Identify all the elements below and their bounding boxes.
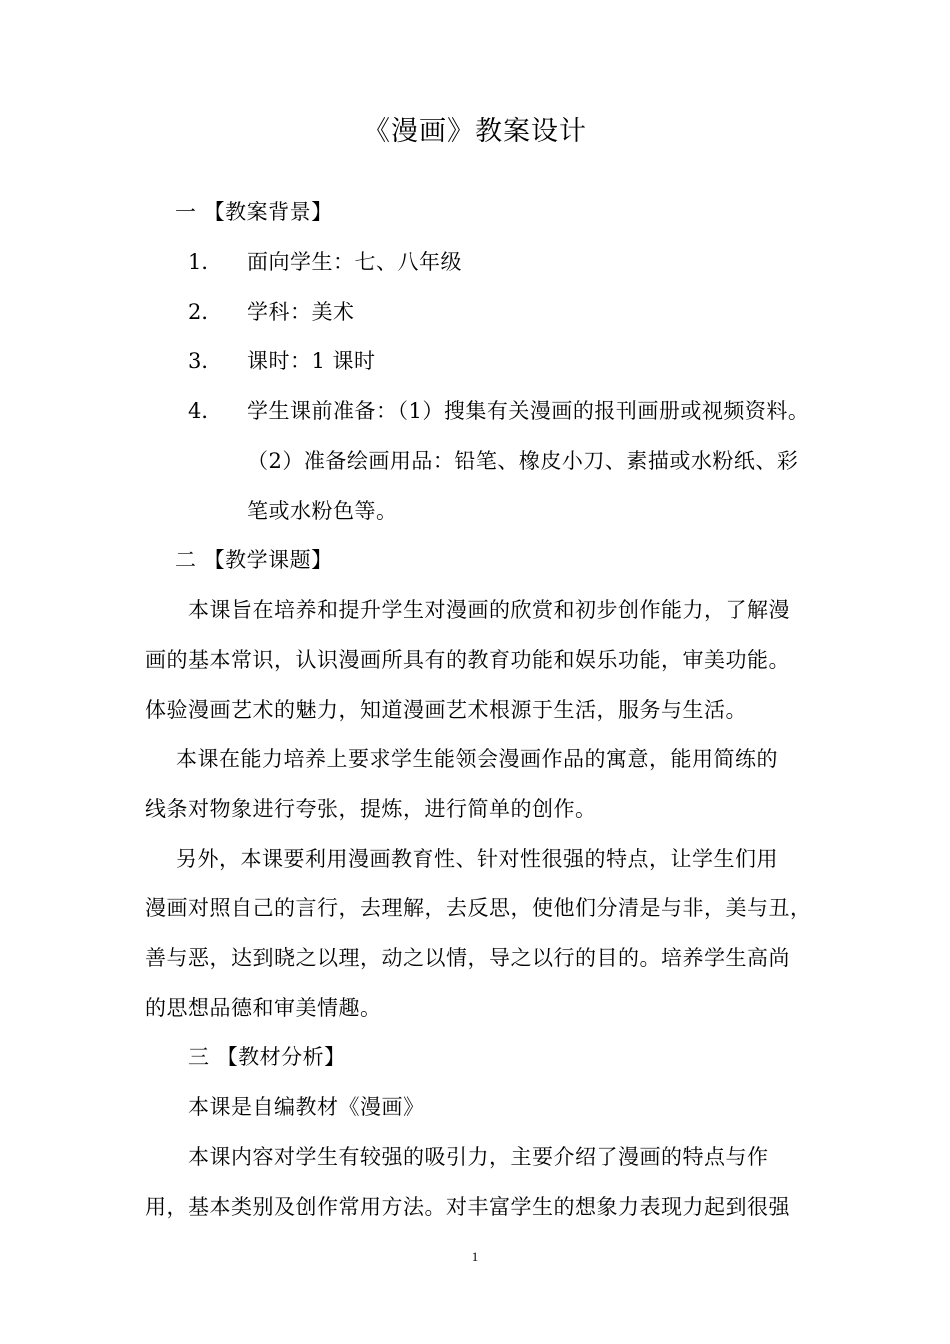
paragraph-line: 画的基本常识，认识漫画所具有的教育功能和娱乐功能，审美功能。 (145, 648, 790, 672)
paragraph-line: 线条对物象进行夸张，提炼，进行简单的创作。 (145, 797, 597, 821)
paragraph-line: 用，基本类别及创作常用方法。对丰富学生的想象力表现力起到很强 (145, 1195, 790, 1219)
section-heading-background: 一 【教案背景】 (175, 200, 333, 224)
list-item-text: 课时：1 课时 (247, 349, 376, 373)
list-item-number: 4． (188, 399, 223, 423)
paragraph-line: 善与恶，达到晓之以理，动之以情，导之以行的目的。培养学生高尚 (145, 946, 790, 970)
paragraph-line: 本课在能力培养上要求学生能领会漫画作品的寓意，能用简练的 (176, 747, 778, 771)
section-heading-material: 三 【教材分析】 (188, 1045, 346, 1069)
paragraph-line: 本课是自编教材《漫画》 (188, 1095, 425, 1119)
paragraph-line: 本课内容对学生有较强的吸引力，主要介绍了漫画的特点与作 (188, 1145, 769, 1169)
section-heading-topic: 二 【教学课题】 (175, 548, 333, 572)
page-number: 1 (471, 1249, 479, 1264)
list-item-number: 1． (188, 250, 223, 274)
list-item-continuation: 笔或水粉色等。 (247, 499, 398, 523)
paragraph-line: 另外，本课要利用漫画教育性、针对性很强的特点，让学生们用 (176, 847, 778, 871)
list-item-text: 学生课前准备：（1）搜集有关漫画的报刊画册或视频资料。 (247, 399, 810, 423)
document-title: 《漫画》教案设计 (363, 116, 587, 147)
list-item-continuation: （2）准备绘画用品：铅笔、橡皮小刀、素描或水粉纸、彩 (247, 449, 799, 473)
list-item-number: 3． (188, 349, 223, 373)
list-item-text: 面向学生：七、八年级 (247, 250, 462, 274)
list-item-number: 2． (188, 300, 223, 324)
paragraph-line: 漫画对照自己的言行，去理解，去反思，使他们分清是与非，美与丑， (145, 896, 812, 920)
paragraph-line: 的思想品德和审美情趣。 (145, 996, 382, 1020)
paragraph-line: 体验漫画艺术的魅力，知道漫画艺术根源于生活，服务与生活。 (145, 698, 747, 722)
paragraph-line: 本课旨在培养和提升学生对漫画的欣赏和初步创作能力，了解漫 (188, 598, 790, 622)
list-item-text: 学科：美术 (247, 300, 355, 324)
